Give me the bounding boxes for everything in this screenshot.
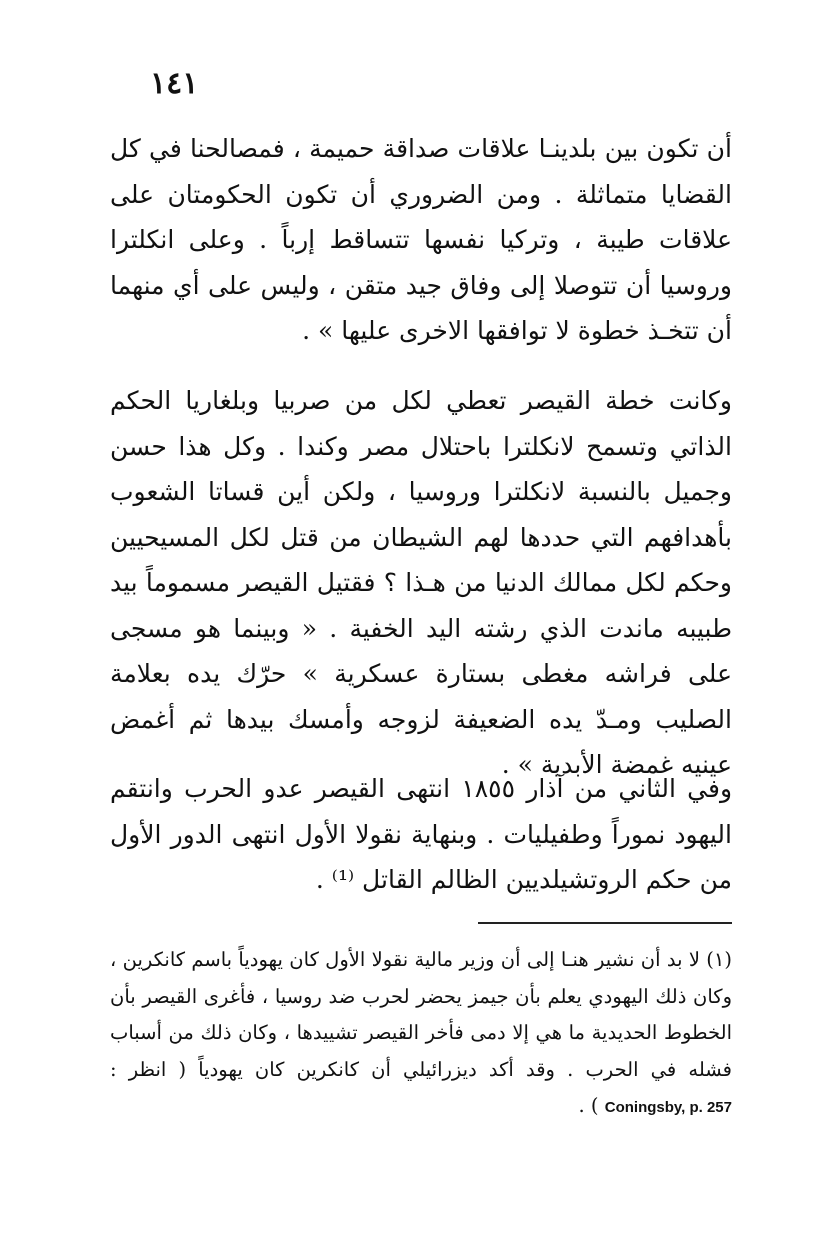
paragraph-3: وفي الثاني من آذار ١٨٥٥ انتهى القيصر عدو الحرب وانتقم اليهود نموراً وطفيليات . وبنهاية نقولا الأول انتهى الدور الأول من حكم الروتشيلديين الظالم القاتل ⁽¹⁾ . [110,774,733,894]
paragraph-2: وكانت خطة القيصر تعطي لكل من صربيا وبلغاريا الحكم الذاتي وتسمح لانكلترا باحتلال مصر وكندا . وكل هذا حسن وجميل بالنسبة لانكلترا وروسيا ، ولكن أين قساتا الشعوب بأهدافهم التي حددها لهم الشيطان من قتل لكل المسيحيين وحكم لكل ممالك الدنيا من هـذا ؟ فقتيل القيصر مسموماً بيد طبيبه ماندت الذي رشته اليد الخفية . « وبينما هو مسجى على فراشه مغطى بستارة عسكرية » حرّك يده بعلامة الصليب ومـدّ يده الضعيفة لزوجه وأمسك بيدها ثم أغمض عينيه غمضة الأبدية » . [110,386,733,779]
footnote-text: (١) لا بد أن نشير هنـا إلى أن وزير مالية نقولا الأول كان يهودياً باسم كانكرين ، وكان ذلك اليهودي يعلم بأن جيمز يحضر لحرب ضد روسيا ، فأغرى القيصر بأن الخطوط الحديدية ما هي إلا دمى فأخر القيصر تشييدها ، وكان ذلك من أسباب فشله في الحرب . وقد أكد ديزرائيلي أن كانكرين كان يهودياً ( انظر : [110,948,732,1081]
page-number: ١٤١ [150,66,199,101]
paragraph-1: أن تكون بين بلدينـا علاقات صداقة حميمة ، فمصالحنا في كل القضايا متماثلة . ومن الضروري أن تكون الحكومتان على علاقات طيبة ، وتركيا نفسها تتساقط إرباً . وعلى انكلترا وروسيا أن تتوصلا إلى وفاق جيد متقن ، وليس على أي منهما أن تتخـذ خطوة لا توافقها الاخرى عليها » . [110,134,732,345]
footnote-closing: ) . [578,1094,599,1117]
footnote-citation: Coningsby, p. 257 [604,1099,732,1116]
footnote [110,942,732,1127]
footnote-divider [478,922,732,924]
